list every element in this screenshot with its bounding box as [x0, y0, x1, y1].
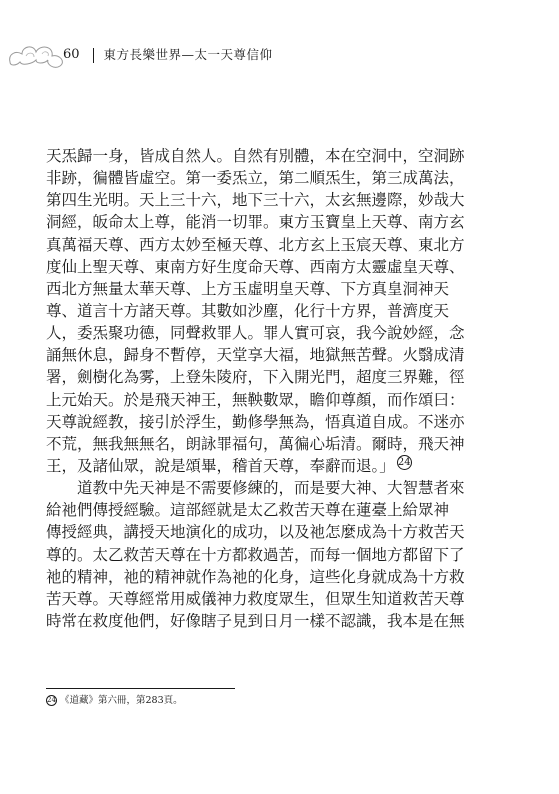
text-line: 署，劍樹化為雾，上登朱陵府，下入開光門，超度三界難，徑 — [46, 368, 465, 387]
text-line: 天尊說經教，接引於浮生，勤修學無為，悟真道自成。不迷亦 — [46, 412, 465, 431]
footnote-number: 24 — [47, 696, 56, 704]
header-divider — [93, 48, 94, 63]
text-line: 尊、道言十方諸天尊。其數如沙塵，化行十方界，普濟度天 — [46, 301, 450, 320]
text-line: 第四生光明。天上三十六，地下三十六，太玄無邊際，妙哉大 — [46, 191, 465, 210]
commentary-paragraph — [46, 477, 486, 632]
text-line: 真萬福天尊、西方太妙至極天尊、北方玄上玉宸天尊、東北方 — [46, 235, 465, 254]
text-line: 苦天尊。天尊經常用威儀神力救度眾生，但眾生知道救苦天尊 — [46, 589, 465, 608]
text-line: 傳授經典，講授天地演化的成功，以及祂怎麼成為十方救苦天 — [46, 523, 465, 542]
text-line: 誦無休息，歸身不暫停，天堂享大福，地獄無苦聲。火翳成清 — [46, 346, 465, 365]
running-header — [63, 47, 273, 63]
text-line: 尊的。太乙救苦天尊在十方都救過苦，而每一個地方都留下了 — [46, 545, 465, 564]
text-line: 人，委炁聚功德，同聲救罪人。罪人實可哀，我今說妙經，念 — [46, 324, 465, 343]
text-line: 道教中先天神是不需要修練的，而是要大神、大智慧者來 — [77, 479, 465, 498]
text-line: 王，及諸仙眾，說是頌畢，稽首天尊，奉辭而退。」 24 — [46, 456, 411, 475]
text-line: 不荒，無我無無名，朗詠罪福句，萬徧心垢清。爾時，飛天神 — [46, 434, 465, 453]
text-line: 祂的精神，祂的精神就作為祂的化身，這些化身就成為十方救 — [46, 567, 465, 586]
text-line: 洞經，皈命太上尊，能消一切罪。東方玉寶皇上天尊、南方玄 — [46, 213, 465, 232]
cloud-ornament-icon — [6, 34, 70, 74]
footnote-reference[interactable]: 24 — [397, 456, 411, 468]
text-line: 非跡，徧體皆虛空。第一委炁立，第二順炁生，第三成萬法， — [46, 169, 465, 188]
footnote-divider — [46, 688, 235, 689]
scripture-quote-paragraph — [46, 145, 486, 477]
text-line: 度仙上聖天尊、東南方好生度命天尊、西南方太靈虛皇天尊、 — [46, 257, 465, 276]
footnote-text: 《道藏》第六冊，第283頁。 — [60, 695, 183, 706]
footnote — [46, 695, 183, 707]
body-text — [46, 145, 486, 632]
running-title: 東方長樂世界—太一天尊信仰 — [103, 47, 273, 62]
text-line: 西北方無量太華天尊、上方玉虛明皇天尊、下方真皇洞神天 — [46, 279, 450, 298]
text-line: 上元始天。於是飛天神王，無鞅數眾，瞻仰尊顏，而作頌曰： — [46, 390, 465, 409]
text-line: 天炁歸一身，皆成自然人。自然有別體，本在空洞中，空洞跡 — [46, 147, 465, 165]
text-line: 給祂們傳授經驗。這部經就是太乙救苦天尊在蓮臺上給眾神 — [46, 501, 450, 520]
page-number: 60 — [63, 47, 80, 62]
text-line: 時常在救度他們，好像瞎子見到日月一樣不認識，我本是在無 — [46, 611, 465, 630]
